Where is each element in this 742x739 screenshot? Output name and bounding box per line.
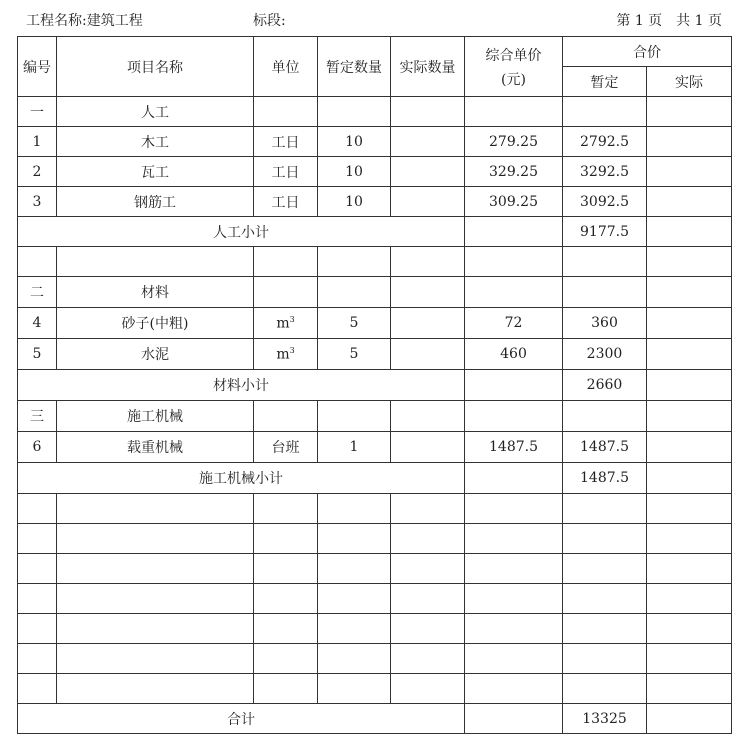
section-label: 标段: bbox=[253, 13, 286, 29]
item-no: 5 bbox=[18, 339, 57, 370]
item-no: 6 bbox=[18, 432, 57, 463]
table-row bbox=[18, 127, 732, 157]
unit-price-line1: 综合单价 bbox=[485, 47, 542, 64]
item-price: 460 bbox=[465, 339, 563, 370]
col-header-total: 合价 bbox=[563, 37, 732, 67]
item-price: 72 bbox=[465, 308, 563, 339]
item-name: 载重机械 bbox=[57, 432, 254, 463]
item-total: 360 bbox=[563, 308, 647, 339]
section-row bbox=[18, 401, 732, 432]
item-unit: 工日 bbox=[254, 157, 318, 187]
item-qty: 10 bbox=[318, 187, 391, 217]
item-total: 3292.5 bbox=[563, 157, 647, 187]
project-name: 工程名称:建筑工程 bbox=[26, 13, 143, 29]
item-price: 1487.5 bbox=[465, 432, 563, 463]
table-body bbox=[18, 97, 732, 734]
grand-total-value: 13325 bbox=[563, 704, 647, 734]
item-name: 瓦工 bbox=[57, 157, 254, 187]
unit-base: m bbox=[276, 346, 290, 363]
item-qty: 1 bbox=[318, 432, 391, 463]
section-no: 二 bbox=[18, 277, 57, 308]
item-qty: 10 bbox=[318, 127, 391, 157]
col-header-total-act: 实际 bbox=[647, 67, 732, 97]
daywork-table bbox=[17, 36, 732, 734]
item-unit: 工日 bbox=[254, 187, 318, 217]
item-qty: 10 bbox=[318, 157, 391, 187]
item-name: 砂子(中粗) bbox=[57, 308, 254, 339]
item-total: 3092.5 bbox=[563, 187, 647, 217]
table-row bbox=[18, 187, 732, 217]
blank-row bbox=[18, 614, 732, 644]
section-row bbox=[18, 277, 732, 308]
item-qty: 5 bbox=[318, 308, 391, 339]
subtotal-row bbox=[18, 370, 732, 401]
table-row bbox=[18, 308, 732, 339]
subtotal-label: 人工小计 bbox=[18, 217, 465, 247]
item-unit bbox=[254, 308, 318, 339]
section-row bbox=[18, 97, 732, 127]
item-price: 279.25 bbox=[465, 127, 563, 157]
table-row bbox=[18, 339, 732, 370]
col-header-name: 项目名称 bbox=[57, 37, 254, 97]
item-name: 钢筋工 bbox=[57, 187, 254, 217]
subtotal-row bbox=[18, 463, 732, 494]
col-header-no: 编号 bbox=[18, 37, 57, 97]
item-name: 水泥 bbox=[57, 339, 254, 370]
col-header-est-qty: 暂定数量 bbox=[318, 37, 391, 97]
unit-exponent: 3 bbox=[289, 345, 295, 355]
item-unit: 台班 bbox=[254, 432, 318, 463]
item-name: 木工 bbox=[57, 127, 254, 157]
subtotal-label: 施工机械小计 bbox=[18, 463, 465, 494]
grand-total-row bbox=[18, 704, 732, 734]
item-price: 329.25 bbox=[465, 157, 563, 187]
unit-price-line2: (元) bbox=[501, 71, 526, 88]
blank-row bbox=[18, 674, 732, 704]
unit-base: m bbox=[276, 315, 290, 332]
blank-row bbox=[18, 494, 732, 524]
unit-exponent: 3 bbox=[289, 314, 295, 324]
section-name: 施工机械 bbox=[57, 401, 254, 432]
col-header-act-qty: 实际数量 bbox=[391, 37, 465, 97]
subtotal-label: 材料小计 bbox=[18, 370, 465, 401]
subtotal-value: 9177.5 bbox=[563, 217, 647, 247]
item-qty: 5 bbox=[318, 339, 391, 370]
blank-row bbox=[18, 247, 732, 277]
section-no: 一 bbox=[18, 97, 57, 127]
section-no: 三 bbox=[18, 401, 57, 432]
subtotal-row bbox=[18, 217, 732, 247]
item-total: 1487.5 bbox=[563, 432, 647, 463]
table-row bbox=[18, 157, 732, 187]
subtotal-value: 1487.5 bbox=[563, 463, 647, 494]
grand-total-label: 合计 bbox=[18, 704, 465, 734]
item-no: 2 bbox=[18, 157, 57, 187]
item-total: 2300 bbox=[563, 339, 647, 370]
table-row bbox=[18, 432, 732, 463]
subtotal-value: 2660 bbox=[563, 370, 647, 401]
item-price: 309.25 bbox=[465, 187, 563, 217]
col-header-unit-price bbox=[465, 37, 563, 97]
item-no: 4 bbox=[18, 308, 57, 339]
blank-row bbox=[18, 644, 732, 674]
page-info: 第 1 页 共 1 页 bbox=[616, 13, 722, 29]
blank-row bbox=[18, 584, 732, 614]
section-name: 人工 bbox=[57, 97, 254, 127]
item-no: 1 bbox=[18, 127, 57, 157]
item-unit: 工日 bbox=[254, 127, 318, 157]
blank-row bbox=[18, 554, 732, 584]
blank-row bbox=[18, 524, 732, 554]
section-name: 材料 bbox=[57, 277, 254, 308]
page-header bbox=[0, 0, 742, 36]
item-no: 3 bbox=[18, 187, 57, 217]
item-unit bbox=[254, 339, 318, 370]
item-total: 2792.5 bbox=[563, 127, 647, 157]
col-header-total-est: 暂定 bbox=[563, 67, 647, 97]
col-header-unit: 单位 bbox=[254, 37, 318, 97]
